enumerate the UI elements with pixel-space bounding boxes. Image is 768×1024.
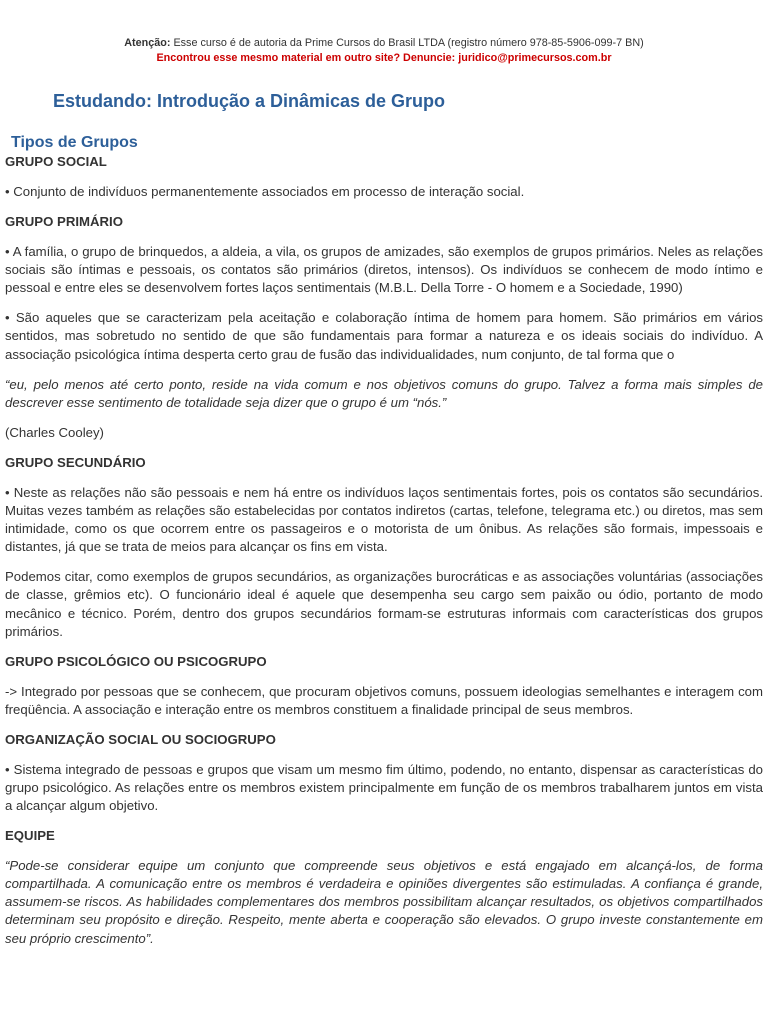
heading-grupo-secundario: GRUPO SECUNDÁRIO [5, 454, 146, 470]
quote-author: (Charles Cooley) [5, 424, 104, 440]
paragraph-grupo-primario-2: • São aqueles que se caracterizam pela aceitação e colaboração íntima de homem para homem. São primários em vários sentidos, mas sobretudo no sentido de que são fundamentais para formar a natureza e os ideais sociais do indivíduo. A associação psicológica íntima desperta certo grau de fusão das individualidades, num conjunto, de tal forma que o [5, 310, 763, 362]
course-title: Estudando: Introdução a Dinâmicas de Grupo [53, 91, 446, 111]
notice-text: Esse curso é de autoria da Prime Cursos do Brasil LTDA (registro número 978-85-5906-099-7 BN) [170, 37, 644, 49]
paragraph-grupo-secundario-1: • Neste as relações não são pessoais e nem há entre os indivíduos laços sentimentais fortes, pois os contatos são secundários. Muitas vezes também as relações são estabelecidas por contatos indiretos (cartas, telefone, telegrama etc.) ou diretos, mas sem intimidade, como os que ocorrem entre os passageiros e o motorista de um ônibus. As relações são formais, impessoais e distantes, já que se trata de meios para alcançar os fins em vista. [5, 484, 763, 555]
authorship-notice [5, 36, 763, 51]
heading-grupo-social: GRUPO SOCIAL [5, 154, 107, 169]
paragraph-grupo-primario-1: • A família, o grupo de brinquedos, a aldeia, a vila, os grupos de amizades, são exemplos de grupos primários. Neles as relações sociais são íntimas e pessoais, os contatos são primários (diretos, intensos). Os indivíduos se conhecem de modo íntimo e pessoal e entre eles se desenvolvem fortes laços sentimentais (M.B.L. Della Torre - O homem e a Sociedade, 1990) [5, 244, 763, 296]
copyright-notice [5, 0, 763, 66]
section-title: Tipos de Grupos [11, 134, 138, 151]
heading-psicogrupo: GRUPO PSICOLÓGICO OU PSICOGRUPO [5, 653, 267, 669]
content-body [5, 153, 763, 948]
heading-sociogrupo: ORGANIZAÇÃO SOCIAL OU SOCIOGRUPO [5, 731, 276, 747]
paragraph-grupo-social: • Conjunto de indivíduos permanentemente associados em processo de interação social. [5, 184, 525, 199]
paragraph-psicogrupo: -> Integrado por pessoas que se conhecem, que procuram objetivos comuns, possuem ideologias semelhantes e interagem com freqüência. A associação e interação entre os membros constituem a finalidade principal de seus membros. [5, 683, 763, 717]
notice-label: Atenção: [124, 37, 171, 49]
heading-equipe: EQUIPE [5, 828, 55, 844]
quote-cooley: “eu, pelo menos até certo ponto, reside na vida comum e nos objetivos comuns do grupo. Talvez a forma mais simples de descrever esse sentimento de totalidade seja dizer que o grupo é um “nós.” [5, 376, 763, 410]
paragraph-grupo-secundario-2: Podemos citar, como exemplos de grupos secundários, as organizações burocráticas e as associações voluntárias (associações de classe, grêmios etc). O funcionário ideal é aquele que desempenha seu cargo sem paixão ou ódio, portanto de modo mecânico e técnico. Porém, dentro dos grupos secundários formam-se estruturas informais com características dos grupos primários. [5, 569, 763, 639]
paragraph-sociogrupo: • Sistema integrado de pessoas e grupos que visam um mesmo fim último, podendo, no entanto, dispensar as características do grupo psicológico. As relações entre os membros existem principalmente em função de os membros trabalharem juntos em vista a alcançar algum objetivo. [5, 761, 763, 814]
quote-equipe: “Pode-se considerar equipe um conjunto que compreende seus objetivos e está engajado em alcançá-los, de forma compartilhada. A comunicação entre os membros é verdadeira e opiniões divergentes são estimuladas. A confiança é grande, assumem-se riscos. As habilidades complementares dos membros possibilitam alcançar resultados, os objetivos compartilhados determinam seu propósito e direção. Respeito, mente aberta e cooperação são elevados. O grupo investe constantemente em seu próprio crescimento”. [5, 858, 763, 946]
report-notice: Encontrou esse mesmo material em outro site? Denuncie: juridico@primecursos.com.br [156, 52, 612, 64]
heading-grupo-primario: GRUPO PRIMÁRIO [5, 214, 123, 230]
